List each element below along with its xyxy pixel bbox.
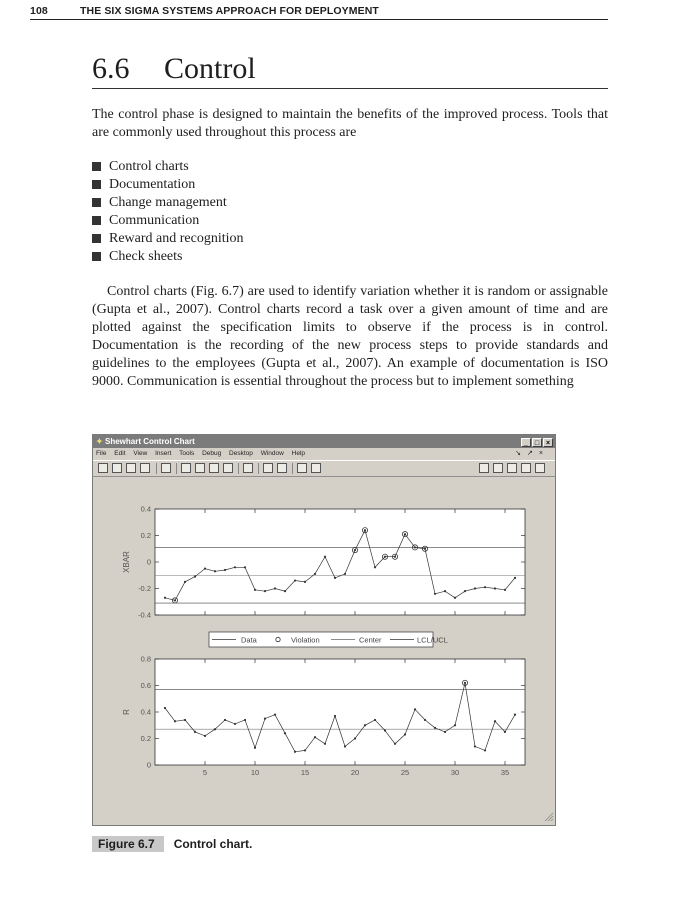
menu-edit[interactable]: Edit xyxy=(114,450,126,457)
figure-label: Figure 6.7 xyxy=(92,836,164,852)
intro-paragraph: The control phase is designed to maintain the benefits of the improved process. Tools that are commonly used throughout this process are xyxy=(92,107,608,140)
range-data-point xyxy=(404,733,406,735)
xbar-data-point xyxy=(474,587,476,589)
matlab-logo-icon: ✦ xyxy=(96,437,103,446)
range-ytick-label: 0.2 xyxy=(140,734,151,743)
dock-controls-icon[interactable]: ↘↗× xyxy=(515,450,549,457)
toolbar-separator xyxy=(292,463,293,474)
range-xtick-label: 15 xyxy=(300,768,310,777)
range-data-point xyxy=(514,714,516,716)
xbar-data-point xyxy=(514,577,516,579)
range-xtick-label: 10 xyxy=(250,768,260,777)
xbar-data-point xyxy=(314,573,316,575)
xbar-data-point xyxy=(334,577,336,579)
menu-file[interactable]: File xyxy=(96,450,107,457)
range-data-point xyxy=(244,719,246,721)
toolbar-separator xyxy=(176,463,177,474)
xbar-axes xyxy=(155,509,525,615)
range-data-point xyxy=(274,714,276,716)
range-data-point xyxy=(214,728,216,730)
xbar-ytick-label: 0.2 xyxy=(140,531,151,540)
xbar-data-point xyxy=(414,546,416,548)
range-data-point xyxy=(464,682,466,684)
left-right-layout-icon[interactable] xyxy=(493,463,503,473)
close-icon[interactable]: × xyxy=(543,438,553,447)
legend xyxy=(209,632,448,647)
minimize-icon[interactable]: _ xyxy=(521,438,531,447)
list-item xyxy=(92,194,244,212)
range-xtick-label: 25 xyxy=(400,768,410,777)
list-item-text: Communication xyxy=(109,213,200,228)
insert-legend-icon[interactable] xyxy=(277,463,287,473)
menu-view[interactable]: View xyxy=(133,450,148,457)
range-data-point xyxy=(184,719,186,721)
range-data-point xyxy=(484,749,486,751)
rotate-3d-icon[interactable] xyxy=(223,463,233,473)
xbar-ytick-label: 0.4 xyxy=(140,504,151,514)
insert-colorbar-icon[interactable] xyxy=(263,463,273,473)
range-ytick-label: 0.8 xyxy=(140,654,151,664)
new-figure-icon[interactable] xyxy=(98,463,108,473)
xbar-data-point xyxy=(164,597,166,599)
toolbar-separator xyxy=(258,463,259,474)
window-titlebar xyxy=(93,435,555,448)
range-xtick-label: 20 xyxy=(350,768,360,777)
square-bullet-icon xyxy=(92,252,101,261)
toolbar-separator xyxy=(238,463,239,474)
xbar-ytick-label: -0.4 xyxy=(138,610,151,620)
menu-insert[interactable]: Insert xyxy=(155,450,172,457)
xbar-data-point xyxy=(374,566,376,568)
menu-tools[interactable]: Tools xyxy=(179,450,195,457)
xbar-data-point xyxy=(294,579,296,581)
range-data-point xyxy=(194,731,196,733)
square-bullet-icon xyxy=(92,180,101,189)
tool-list xyxy=(92,158,244,266)
list-item-text: Check sheets xyxy=(109,249,183,264)
top-bottom-layout-icon[interactable] xyxy=(507,463,517,473)
xbar-data-point xyxy=(304,581,306,583)
range-data-point xyxy=(204,735,206,737)
range-data-point xyxy=(474,745,476,747)
range-data-point xyxy=(414,708,416,710)
pan-hand-icon[interactable] xyxy=(209,463,219,473)
xbar-data-point xyxy=(434,593,436,595)
range-data-point xyxy=(334,715,336,717)
xbar-data-point xyxy=(344,573,346,575)
xbar-ytick-label: 0 xyxy=(146,557,151,567)
range-xtick-label: 35 xyxy=(500,768,510,777)
menu-debug[interactable]: Debug xyxy=(202,450,222,457)
section-number: 6.6 xyxy=(92,52,130,85)
xbar-data-point xyxy=(204,568,206,570)
xbar-data-point xyxy=(364,529,366,531)
square-bullet-icon xyxy=(92,216,101,225)
section-title: Control xyxy=(164,52,256,85)
xbar-data-point xyxy=(264,590,266,592)
xbar-axis-label: XBAR xyxy=(122,551,131,573)
range-data-point xyxy=(234,723,236,725)
range-xtick-label: 30 xyxy=(450,768,460,777)
xbar-data-point xyxy=(224,569,226,571)
running-title: THE SIX SIGMA SYSTEMS APPROACH FOR DEPLOYMENT xyxy=(80,5,379,17)
toolbar-separator xyxy=(156,463,157,474)
xbar-data-point xyxy=(214,570,216,572)
xbar-data-point xyxy=(504,589,506,591)
running-header xyxy=(30,5,608,20)
page-number: 108 xyxy=(30,5,48,17)
list-item-text: Reward and recognition xyxy=(109,231,244,246)
shewhart-chart-window xyxy=(92,434,556,826)
body-paragraph: Control charts (Fig. 6.7) are used to identify variation whether it is random or assignable (Gupta et al., 2007). Control charts record a task over a given amount of time and are plotted against the specification limits to observe if the process is in control. Documentation is the recording of the new process steps to provide standards and guidelines to the employees (Gupta et al., 2007). An example of documentation is ISO 9000. Communication is essential throughout the process but to implement something xyxy=(92,284,608,389)
window-title: Shewhart Control Chart xyxy=(105,437,195,446)
range-data-point xyxy=(264,718,266,720)
list-item xyxy=(92,176,244,194)
range-data-point xyxy=(374,719,376,721)
xbar-data-point xyxy=(394,556,396,558)
xbar-data-point xyxy=(384,556,386,558)
xbar-data-point xyxy=(464,590,466,592)
tile-layout-icon[interactable] xyxy=(479,463,489,473)
xbar-data-point xyxy=(454,597,456,599)
data-cursor-icon[interactable] xyxy=(243,463,253,473)
figure-toolbar xyxy=(93,460,555,477)
hide-plot-tools-icon[interactable] xyxy=(297,463,307,473)
maximize-doc-icon[interactable] xyxy=(535,463,545,473)
xbar-ytick-label: -0.2 xyxy=(138,584,151,593)
xbar-data-point xyxy=(324,556,326,558)
range-data-point xyxy=(164,707,166,709)
list-item-text: Documentation xyxy=(109,177,196,192)
range-data-point xyxy=(224,719,226,721)
section-heading xyxy=(92,52,608,89)
xbar-data-point xyxy=(354,549,356,551)
xbar-data-point xyxy=(174,599,176,601)
range-data-point xyxy=(454,724,456,726)
range-axis-label: R xyxy=(122,709,131,715)
range-data-point xyxy=(284,732,286,734)
xbar-data-point xyxy=(484,586,486,588)
range-data-point xyxy=(324,743,326,745)
range-xtick-label: 5 xyxy=(202,768,208,777)
range-data-point xyxy=(254,747,256,749)
list-item xyxy=(92,212,244,230)
xbar-data-point xyxy=(424,548,426,550)
maximize-icon[interactable]: □ xyxy=(532,438,542,447)
legend-center-label: Center xyxy=(359,635,382,645)
menu-window[interactable]: Window xyxy=(260,450,284,457)
xbar-data-point xyxy=(184,581,186,583)
legend-limits-label: LCL/UCL xyxy=(417,635,448,645)
range-data-point xyxy=(354,737,356,739)
figure-caption-text: Control chart. xyxy=(173,837,253,851)
xbar-data-point xyxy=(234,566,236,568)
xbar-data-point xyxy=(194,575,196,577)
list-item xyxy=(92,248,244,266)
menu-help[interactable]: Help xyxy=(291,450,306,457)
list-item-text: Change management xyxy=(109,195,227,210)
zoom-out-icon[interactable] xyxy=(195,463,205,473)
control-chart-svg xyxy=(93,477,555,823)
xbar-data-point xyxy=(444,590,446,592)
range-data-point xyxy=(304,749,306,751)
range-data-point xyxy=(384,729,386,731)
range-data-point xyxy=(364,724,366,726)
square-bullet-icon xyxy=(92,162,101,171)
resize-grip-icon[interactable] xyxy=(545,813,553,821)
range-data-point xyxy=(504,731,506,733)
range-data-point xyxy=(424,719,426,721)
save-icon[interactable] xyxy=(126,463,136,473)
menu-desktop[interactable]: Desktop xyxy=(229,450,253,457)
square-bullet-icon xyxy=(92,234,101,243)
legend-data-label: Data xyxy=(241,635,257,645)
legend-violation-label: Violation xyxy=(291,635,320,645)
range-data-point xyxy=(394,743,396,745)
float-window-icon[interactable] xyxy=(521,463,531,473)
show-plot-tools-icon[interactable] xyxy=(311,463,321,473)
xbar-data-point xyxy=(254,589,256,591)
open-file-icon[interactable] xyxy=(112,463,122,473)
figure-caption xyxy=(92,836,252,852)
list-item xyxy=(92,158,244,176)
range-data-point xyxy=(434,727,436,729)
list-item xyxy=(92,230,244,248)
print-icon[interactable] xyxy=(140,463,150,473)
menu-bar xyxy=(93,448,555,460)
xbar-data-point xyxy=(274,587,276,589)
xbar-data-point xyxy=(404,533,406,535)
range-ytick-label: 0.4 xyxy=(140,707,151,717)
xbar-data-point xyxy=(284,590,286,592)
edit-plot-arrow-icon[interactable] xyxy=(161,463,171,473)
range-data-point xyxy=(294,751,296,753)
range-data-point xyxy=(444,731,446,733)
xbar-data-point xyxy=(494,587,496,589)
range-data-point xyxy=(344,745,346,747)
plot-area xyxy=(93,477,555,823)
range-ytick-label: 0 xyxy=(146,760,151,770)
square-bullet-icon xyxy=(92,198,101,207)
zoom-in-icon[interactable] xyxy=(181,463,191,473)
xbar-data-point xyxy=(244,566,246,568)
range-data-point xyxy=(314,736,316,738)
range-data-point xyxy=(494,720,496,722)
list-item-text: Control charts xyxy=(109,159,189,174)
range-ytick-label: 0.6 xyxy=(140,681,151,690)
range-data-point xyxy=(174,720,176,722)
